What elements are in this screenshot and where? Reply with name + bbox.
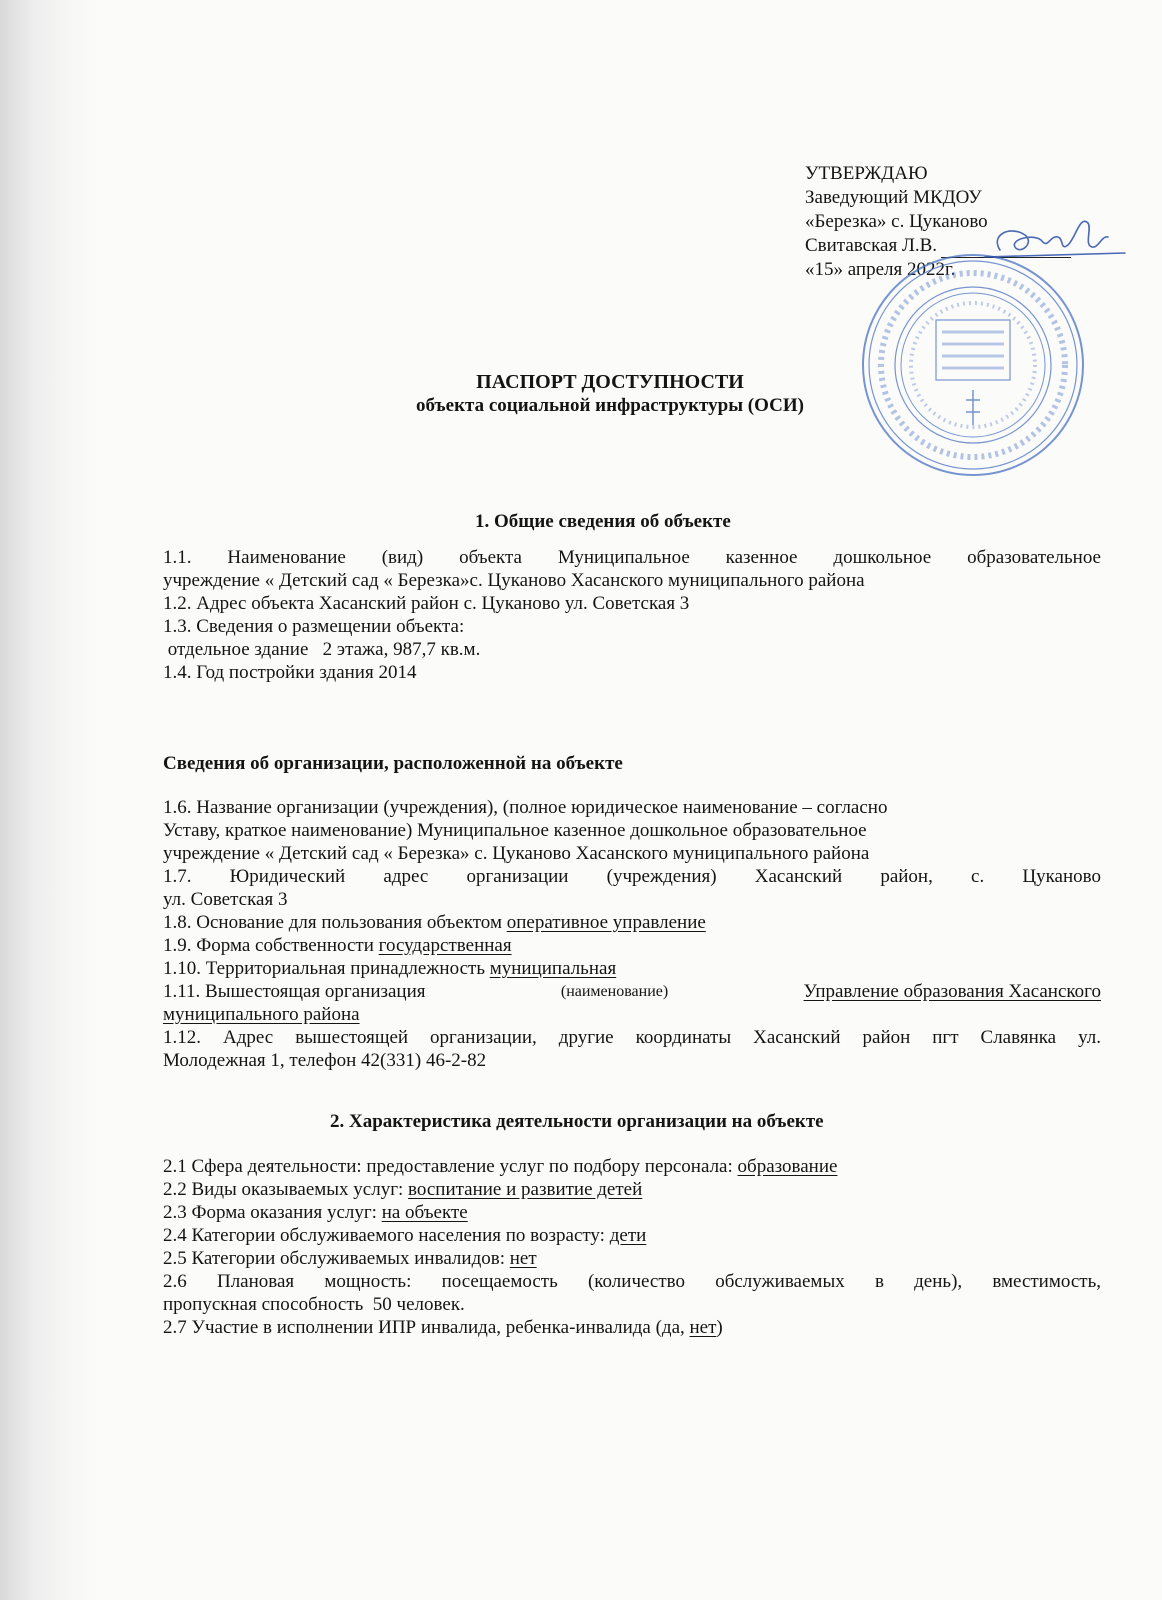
item-1-10-label: 1.10. Территориальная принадлежность: [163, 958, 490, 979]
item-1-6-line3: учреждение « Детский сад « Березка» с. Цуканово Хасанского муниципального района: [163, 843, 870, 864]
item-2-6-line1: 2.6 Плановая мощность: посещаемость (количество обслуживаемых в день), вместимость,: [163, 1271, 1101, 1292]
item-1-3-value: отдельное здание 2 этажа, 987,7 кв.м.: [163, 639, 481, 660]
approval-title: УТВЕРЖДАЮ: [805, 163, 928, 184]
item-2-5-value: нет: [509, 1248, 537, 1269]
item-2-7-end: ): [716, 1317, 723, 1338]
item-1-12-line2: Молодежная 1, телефон 42(331) 46-2-82: [163, 1050, 487, 1071]
item-1-9-value: государственная: [378, 935, 512, 956]
item-1-6-line1: 1.6. Название организации (учреждения), (полное юридическое наименование – согласно: [163, 797, 888, 818]
org-body: [163, 796, 1101, 1072]
item-1-4: 1.4. Год постройки здания 2014: [163, 662, 417, 683]
item-2-1-label: 2.1 Сфера деятельности: предоставление услуг по подбору персонала:: [163, 1156, 738, 1177]
item-2-2: [163, 1178, 1101, 1201]
item-2-4-label: 2.4 Категории обслуживаемого населения по возрасту:: [163, 1225, 610, 1246]
approval-organization: «Березка» с. Цуканово: [805, 211, 988, 232]
item-1-12-line1: 1.12. Адрес вышестоящей организации, другие координаты Хасанский район пгт Славянка ул.: [163, 1027, 1101, 1048]
item-1-11-line2: [163, 1003, 1101, 1026]
section2-heading: 2. Характеристика деятельности организации на объекте: [330, 1111, 824, 1132]
scan-edge-shadow: [0, 0, 100, 1600]
section2-body: [163, 1155, 1101, 1339]
item-2-4-value: дети: [609, 1225, 647, 1246]
item-1-11-value-2: муниципального района: [163, 1004, 360, 1025]
approval-position: Заведующий МКДОУ: [805, 187, 982, 208]
item-2-3: [163, 1201, 1101, 1224]
item-2-7: [163, 1316, 1101, 1339]
item-2-2-label: 2.2 Виды оказываемых услуг:: [163, 1179, 409, 1200]
approval-signer-name: Свитавская Л.В.: [805, 235, 937, 256]
item-2-1: [163, 1155, 1101, 1178]
item-1-9-label: 1.9. Форма собственности: [163, 935, 379, 956]
title-subtitle: объекта социальной инфраструктуры (ОСИ): [416, 395, 804, 416]
item-2-1-value: образование: [737, 1156, 838, 1177]
item-1-11-line1: [163, 980, 1101, 1003]
item-2-4: [163, 1224, 1101, 1247]
item-1-3: 1.3. Сведения о размещении объекта:: [163, 616, 465, 637]
item-1-6-line2: Уставу, краткое наименование) Муниципальное казенное дошкольное образовательное: [163, 820, 867, 841]
item-2-3-value: на объекте: [381, 1202, 468, 1223]
item-2-7-label: 2.7 Участие в исполнении ИПР инвалида, ребенка-инвалида (да,: [163, 1317, 690, 1338]
approval-date: «15» апреля 2022г.: [805, 259, 956, 280]
item-1-11-value-1: Управление образования Хасанского: [803, 981, 1101, 1002]
item-1-10-value: муниципальная: [489, 958, 617, 979]
section1-body: [163, 546, 1101, 684]
item-2-5-label: 2.5 Категории обслуживаемых инвалидов:: [163, 1248, 510, 1269]
section1-heading: 1. Общие сведения об объекте: [475, 511, 731, 532]
item-2-7-value: нет: [689, 1317, 717, 1338]
item-1-7-line2: ул. Советская 3: [163, 889, 288, 910]
item-1-11-paren: (наименование): [560, 983, 669, 1000]
item-1-8-value: оперативное управление: [506, 912, 706, 933]
item-2-2-value: воспитание и развитие детей: [408, 1179, 643, 1200]
item-2-5: [163, 1247, 1101, 1270]
document-title: [300, 370, 920, 418]
item-1-7-line1: 1.7. Юридический адрес организации (учреждения) Хасанский район, с. Цуканово: [163, 866, 1101, 887]
official-stamp-icon: [858, 250, 1088, 480]
item-1-8-label: 1.8. Основание для пользования объектом: [163, 912, 507, 933]
item-2-3-label: 2.3 Форма оказания услуг:: [163, 1202, 382, 1223]
item-2-6-line2: пропускная способность 50 человек.: [163, 1294, 465, 1315]
item-1-11-label: 1.11. Вышестоящая организация: [163, 981, 426, 1002]
item-1-1-line1: 1.1. Наименование (вид) объекта Муниципальное казенное дошкольное образовательное: [163, 547, 1101, 568]
item-1-9: [163, 934, 1101, 957]
item-1-2: 1.2. Адрес объекта Хасанский район с. Цуканово ул. Советская 3: [163, 593, 690, 614]
org-heading: Сведения об организации, расположенной на объекте: [163, 753, 623, 774]
signature-icon: [980, 205, 1130, 275]
item-1-10: [163, 957, 1101, 980]
title-main: ПАСПОРТ ДОСТУПНОСТИ: [476, 371, 744, 393]
item-1-1-line2: учреждение « Детский сад « Березка»с. Цуканово Хасанского муниципального района: [163, 570, 865, 591]
item-1-8: [163, 911, 1101, 934]
